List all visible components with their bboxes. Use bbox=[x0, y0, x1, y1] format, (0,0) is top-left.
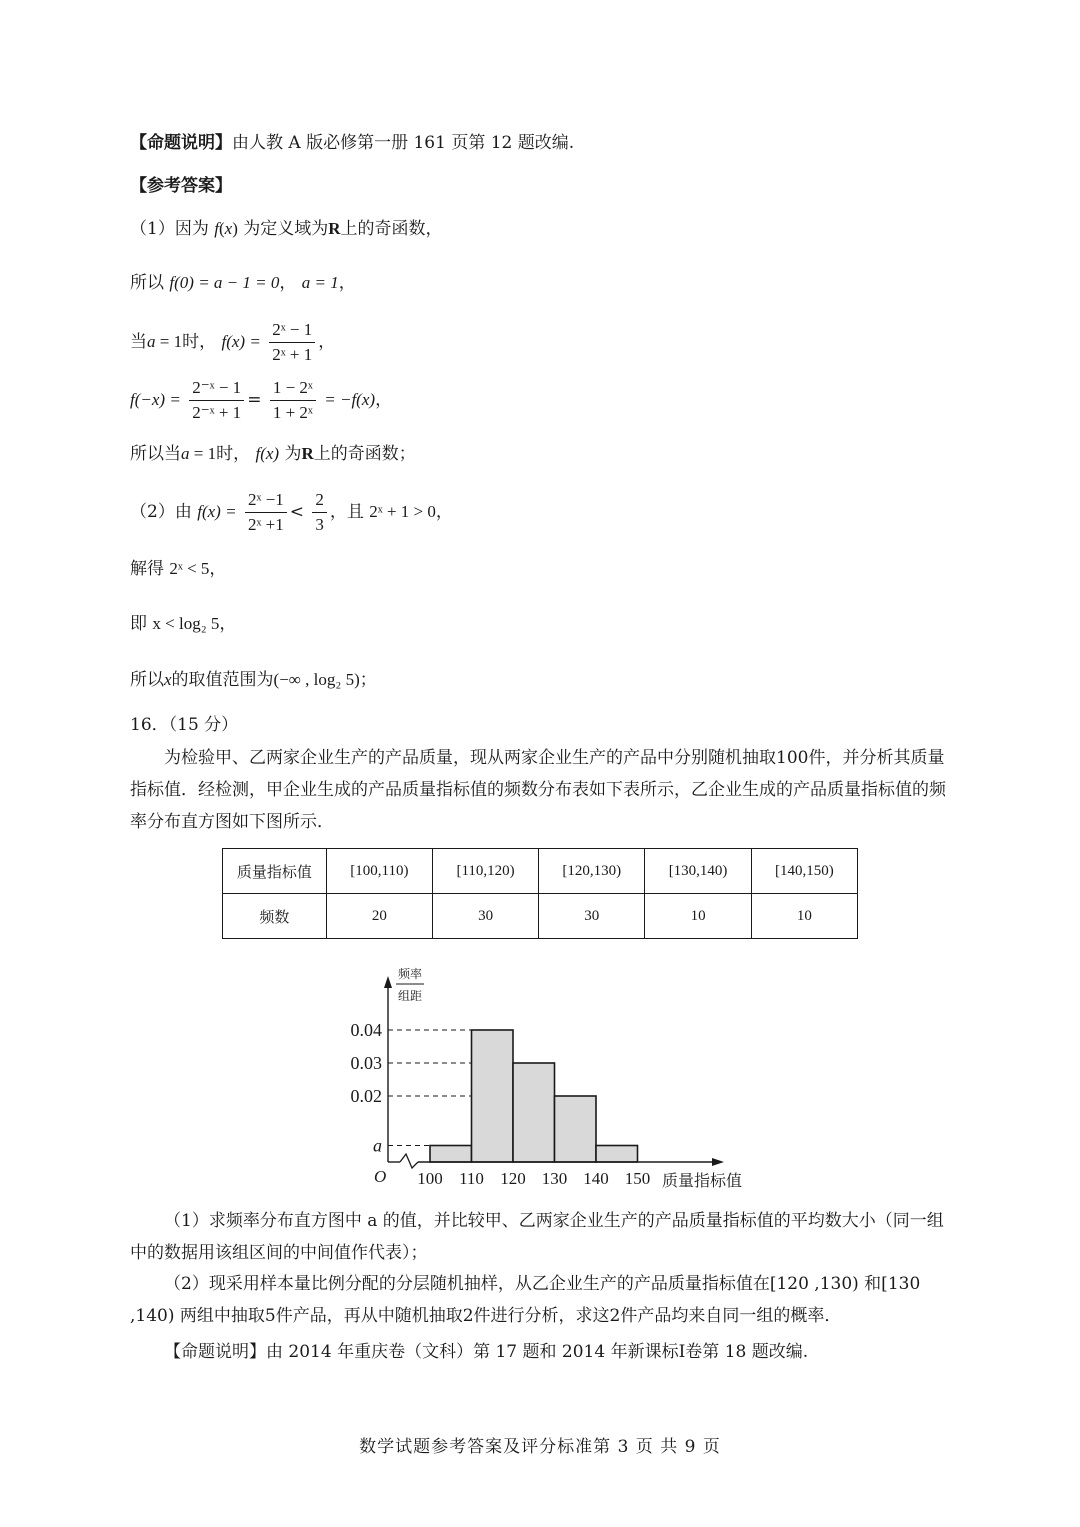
q16-source-note bbox=[164, 1341, 808, 1363]
y-axis-label-numerator: 频率 bbox=[397, 967, 423, 981]
origin-label: O bbox=[374, 1167, 387, 1186]
answer-heading: 【参考答案】 bbox=[130, 176, 232, 196]
q15-l5-suffix: 上的奇函数； bbox=[313, 444, 416, 464]
source-note-text: 由人教 A 版必修第一册 161 页第 12 题改编. bbox=[232, 133, 575, 153]
frequency-table bbox=[222, 848, 858, 939]
x-tick-label: 130 bbox=[541, 1169, 568, 1188]
table-interval: [100,110) bbox=[326, 849, 432, 894]
q15-line-4: f(−x) = $\frac{\text{2⁻ˣ − 1}}{\text{2⁻ˣ + 1}}$ = $\frac{\text{1 − 2ˣ}}{\text{1 + 2ˣ}}$ = −f(x)， bbox=[130, 376, 392, 425]
page-footer: 数学试题参考答案及评分标准第 3 页 共 9 页 bbox=[359, 1437, 721, 1457]
y-tick-label: 0.03 bbox=[350, 1053, 382, 1073]
q15-l3-a: a bbox=[147, 332, 156, 351]
q15-R: R bbox=[328, 219, 341, 238]
y-tick-label: a bbox=[373, 1135, 382, 1156]
q15-l9-suffix: ； bbox=[359, 670, 377, 690]
q15-l5-f: f(x) bbox=[255, 444, 280, 463]
histogram-bar bbox=[472, 1030, 514, 1162]
q15-l3-mid: 时， bbox=[182, 332, 217, 352]
x-tick-label: 100 bbox=[417, 1169, 443, 1188]
q15-l3-fraction: $\frac{\text{2ˣ − 1}}{\text{2ˣ + 1}}$ bbox=[269, 318, 315, 367]
table-count: 30 bbox=[432, 894, 538, 939]
q15-line-9: 所以x的取值范围为(−∞ , log₂ 5)； bbox=[130, 670, 377, 690]
source-note bbox=[130, 132, 574, 154]
y-tick-label: 0.02 bbox=[350, 1086, 382, 1106]
axis-break bbox=[400, 1154, 418, 1168]
table-header-label: 质量指标值 bbox=[223, 849, 327, 894]
q15-p2-prefix: （2）由 bbox=[130, 502, 192, 522]
frequency-histogram bbox=[340, 960, 760, 1195]
x-tick-label: 110 bbox=[459, 1169, 484, 1188]
q15-line-8: 即 x < log₂ 5， bbox=[130, 614, 237, 634]
q15-l8-math: x < log₂ 5 bbox=[152, 614, 220, 633]
table-interval: [130,140) bbox=[645, 849, 751, 894]
q15-l8-prefix: 即 bbox=[130, 614, 147, 634]
q16-note-label: 【命题说明】 bbox=[164, 1342, 266, 1362]
table-row bbox=[223, 894, 858, 939]
q15-l4-fraction-2: $\frac{\text{1 − 2ˣ}}{\text{1 + 2ˣ}}$ bbox=[270, 376, 316, 425]
q15-l5-R: R bbox=[301, 444, 314, 463]
table-row bbox=[223, 849, 858, 894]
q15-line-3: 当a = 1时， f(x) = $\frac{\text{2ˣ − 1}}{\text{2ˣ + 1}}$ ， bbox=[130, 318, 335, 367]
q15-fx-arg: (x) bbox=[218, 219, 238, 238]
q15-p2-mid: ，且 bbox=[329, 502, 364, 522]
q16-number: 16．（15 分） bbox=[130, 715, 239, 735]
y-axis-label-denominator: 组距 bbox=[397, 989, 423, 1003]
q15-l2-math1: f(0) = a − 1 = 0 bbox=[169, 273, 280, 292]
q15-p2-fraction: $\frac{\text{2ˣ −1}}{\text{2ˣ +1}}$ bbox=[245, 488, 287, 537]
q15-fx: f bbox=[214, 219, 219, 238]
q15-l9-prefix: 所以 bbox=[130, 670, 164, 690]
table-count: 30 bbox=[539, 894, 645, 939]
q15-p1-mid: 为定义域为 bbox=[243, 219, 329, 239]
q15-line-5: 所以当a = 1时， f(x) 为R上的奇函数； bbox=[130, 444, 416, 464]
histogram-bar bbox=[596, 1146, 638, 1163]
q15-l5-prefix: 所以当 bbox=[130, 444, 181, 464]
q15-p2-cond: 2ˣ + 1 > 0 bbox=[369, 502, 436, 521]
q16-sub2: （2）现采用样本量比例分配的分层随机抽样，从乙企业生产的产品质量指标值在[120 ,130) 和[130 ,140) 两组中抽取5件产品，再从中随机抽取2件进行分析，求这2件产品均来自同一组的概率． bbox=[130, 1274, 921, 1326]
q15-l3-prefix: 当 bbox=[130, 332, 147, 352]
histogram-bar bbox=[513, 1063, 555, 1162]
source-note-label: 【命题说明】 bbox=[130, 133, 232, 153]
table-count: 10 bbox=[645, 894, 751, 939]
histogram-bar bbox=[555, 1096, 597, 1162]
q15-line-6: （2）由 f(x) = $\frac{\text{2ˣ −1}}{\text{2ˣ +1}}$ < $\frac{2}{3}$ ，且 2ˣ + 1 > 0， bbox=[130, 488, 453, 537]
table-interval: [110,120) bbox=[432, 849, 538, 894]
q15-line-7: 解得 2ˣ < 5， bbox=[130, 559, 227, 579]
q15-line-2: 所以 f(0) = a − 1 = 0， a = 1， bbox=[130, 273, 356, 293]
x-axis-arrow bbox=[712, 1158, 724, 1166]
table-interval: [120,130) bbox=[539, 849, 645, 894]
q15-l4-lhs: f(−x) = bbox=[130, 390, 181, 409]
histogram-bar bbox=[430, 1146, 472, 1163]
q15-line-1 bbox=[130, 218, 443, 240]
q15-l7-math: 2ˣ < 5 bbox=[169, 559, 210, 578]
q15-l4-rhs: = −f(x) bbox=[324, 390, 376, 409]
q15-l9-math: (−∞ , log₂ 5) bbox=[273, 670, 360, 689]
q15-l4-fraction-1: $\frac{\text{2⁻ˣ − 1}}{\text{2⁻ˣ + 1}}$ bbox=[189, 376, 244, 425]
y-tick-label: 0.04 bbox=[350, 1020, 382, 1040]
table-interval: [140,150) bbox=[751, 849, 857, 894]
q15-l5-mid: 时， bbox=[216, 444, 251, 464]
table-count: 10 bbox=[751, 894, 857, 939]
x-tick-label: 120 bbox=[500, 1169, 526, 1188]
q15-p2-rhs-fraction: $\frac{2}{3}$ bbox=[312, 488, 327, 537]
q15-p1-prefix: （1）因为 bbox=[130, 219, 209, 239]
table-count-label: 频数 bbox=[223, 894, 327, 939]
y-axis-arrow bbox=[384, 976, 392, 988]
q15-l3-f: f(x) = bbox=[221, 332, 261, 351]
x-tick-label: 150 bbox=[624, 1169, 651, 1188]
table-count: 20 bbox=[326, 894, 432, 939]
x-axis-label: 质量指标值 bbox=[662, 1171, 743, 1190]
q16-note-text: 由 2014 年重庆卷（文科）第 17 题和 2014 年新课标Ⅰ卷第 18 题改编. bbox=[266, 1342, 809, 1362]
q15-l5-mid2: 为 bbox=[284, 444, 302, 464]
q16-sub1: （1）求频率分布直方图中 a 的值，并比较甲、乙两家企业生产的产品质量指标值的平均数大小（同一组中的数据用该组区间的中间值作代表）； bbox=[130, 1211, 944, 1263]
q15-l2-math2: a = 1 bbox=[301, 273, 339, 292]
q15-l9-mid: 的取值范围为 bbox=[171, 670, 274, 690]
q15-p1-suffix: 上的奇函数， bbox=[340, 219, 443, 239]
q15-l2-prefix: 所以 bbox=[130, 273, 164, 293]
q15-l7-prefix: 解得 bbox=[130, 559, 164, 579]
q16-intro: 为检验甲、乙两家企业生产的产品质量，现从两家企业生产的产品中分别随机抽取100件，并分析其质量指标值．经检测，甲企业生成的产品质量指标值的频数分布表如下表所示，乙企业生成的产品质量指标值的频率分布直方图如下图所示． bbox=[130, 748, 946, 832]
x-tick-label: 140 bbox=[583, 1169, 609, 1188]
